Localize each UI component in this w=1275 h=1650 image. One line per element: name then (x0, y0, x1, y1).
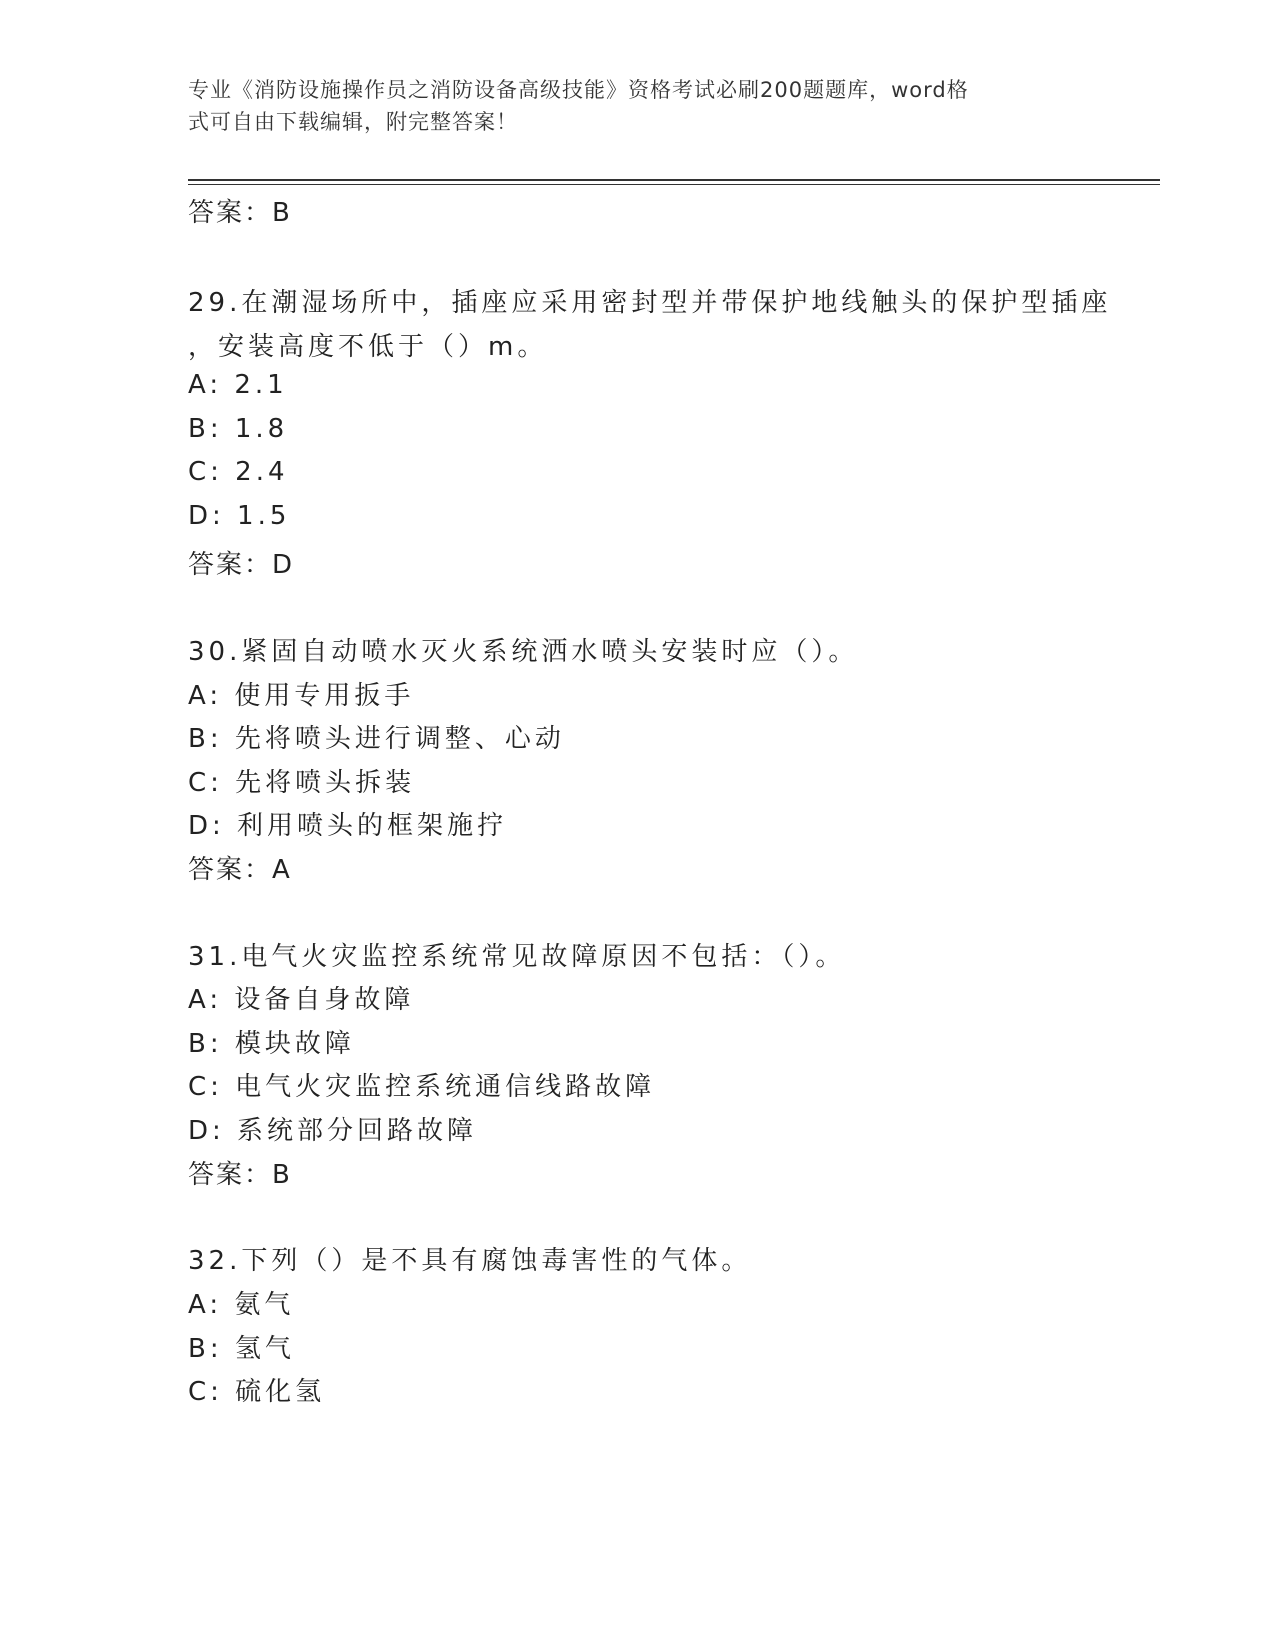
question-29-option-c: C: 2.4 (188, 457, 289, 487)
question-32-option-a: A: 氨气 (188, 1290, 295, 1320)
question-31-option-d: D: 系统部分回路故障 (188, 1116, 478, 1146)
question-30-option-d: D: 利用喷头的框架施拧 (188, 811, 508, 841)
question-29-text-cont: ，安装高度不低于（）m。 (188, 332, 548, 362)
question-31-answer: 答案：B (188, 1160, 292, 1190)
question-32-option-b: B: 氢气 (188, 1334, 295, 1364)
prev-answer: 答案：B (188, 198, 292, 228)
question-29-option-b: B: 1.8 (188, 414, 289, 444)
header-divider-thin (188, 184, 1160, 185)
question-30-option-c: C: 先将喷头拆装 (188, 768, 416, 798)
question-29-option-a: A: 2.1 (188, 370, 288, 400)
question-32-text: 32.下列（）是不具有腐蚀毒害性的气体。 (188, 1246, 752, 1276)
header-line-1: 专业《消防设施操作员之消防设备高级技能》资格考试必刷200题题库，word格 (188, 78, 969, 102)
question-30-text: 30.紧固自动喷水灭火系统洒水喷头安装时应（）。 (188, 637, 859, 667)
question-31-option-a: A: 设备自身故障 (188, 985, 415, 1015)
question-31-option-c: C: 电气火灾监控系统通信线路故障 (188, 1072, 656, 1102)
question-30-option-a: A: 使用专用扳手 (188, 681, 415, 711)
question-31-text: 31.电气火灾监控系统常见故障原因不包括：（）。 (188, 942, 846, 972)
question-29-option-d: D: 1.5 (188, 501, 291, 531)
document-header (188, 74, 1068, 138)
question-29-answer: 答案：D (188, 550, 295, 580)
header-divider-thick (188, 179, 1160, 181)
question-30-answer: 答案：A (188, 855, 292, 885)
question-30-option-b: B: 先将喷头进行调整、心动 (188, 724, 565, 754)
question-32-option-c: C: 硫化氢 (188, 1377, 326, 1407)
header-line-2: 式可自由下载编辑，附完整答案！ (188, 110, 518, 134)
question-31-option-b: B: 模块故障 (188, 1029, 355, 1059)
question-29-text: 29.在潮湿场所中，插座应采用密封型并带保护地线触头的保护型插座 (188, 288, 1112, 318)
